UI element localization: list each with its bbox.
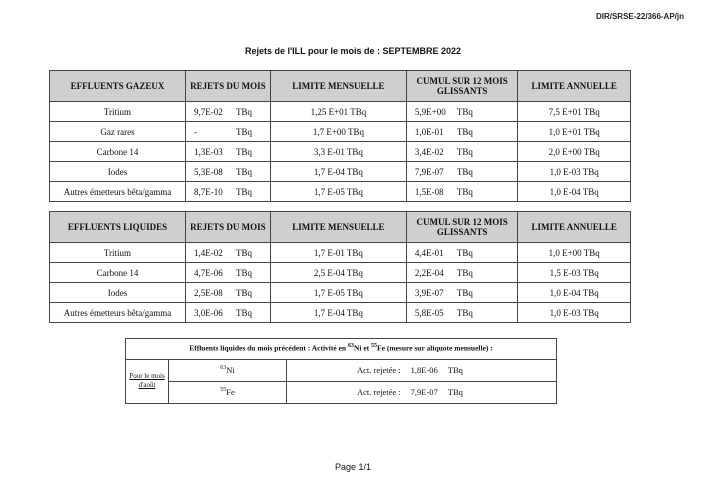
rejet-value: 9,7E-02 TBq [185,102,270,122]
limite-mensuelle-value: 3,3 E-01 TBq [270,142,406,162]
table-row [50,122,631,142]
cumul-value: 1,0E-01 TBq [406,122,518,142]
page-number: Page 1/1 [334,462,372,472]
cumul-value: 1,5E-08 TBq [406,182,518,202]
rejet-value: 5,3E-08 TBq [185,162,270,182]
limite-annuelle-value: 1,0 E+01 TBq [518,122,631,142]
header-rejets: REJETS DU MOIS [185,71,270,102]
cumul-value: 3,4E-02 TBq [406,142,518,162]
effluent-name: Gaz rares [50,122,186,142]
limite-annuelle-value: 1,0 E-03 TBq [518,303,631,323]
limite-mensuelle-value: 1,7 E-01 TBq [270,243,406,263]
effluent-name: Autres émetteurs bêta/gamma [50,303,186,323]
table-row [50,303,631,323]
rejet-value: 3,0E-06 TBq [185,303,270,323]
limite-annuelle-value: 1,0 E+00 TBq [518,243,631,263]
limite-mensuelle-value: 1,7 E-04 TBq [270,162,406,182]
cumul-value: 5,9E+00 TBq [406,102,518,122]
header-liquid-effluents: EFFLUENTS LIQUIDES [50,212,186,243]
table-row [50,102,631,122]
rejet-value: 2,5E-08 TBq [185,283,270,303]
isotope-ni: $^{63}$Ni [169,359,287,381]
isotope-fe: $^{55}$Fe [169,381,287,403]
limite-annuelle-value: 1,0 E-04 TBq [518,283,631,303]
note-table [126,359,556,403]
limite-mensuelle-value: 2,5 E-04 TBq [270,263,406,283]
effluent-name: Carbone 14 [50,263,186,283]
cumul-value: 4,4E-01 TBq [406,243,518,263]
effluent-name: Carbone 14 [50,142,186,162]
page-title: Rejets de l'ILL pour le mois de : SEPTEMBRE 2022 [244,46,462,56]
cumul-value: 5,8E-05 TBq [406,303,518,323]
table-row [50,142,631,162]
limite-annuelle-value: 7,5 E+01 TBq [518,102,631,122]
header-limite-annuelle: LIMITE ANNUELLE [518,71,631,102]
header-cumul: CUMUL SUR 12 MOIS GLISSANTS [406,71,518,102]
limite-annuelle-value: 1,5 E-03 TBq [518,263,631,283]
effluent-name: Iodes [50,162,186,182]
table-row [50,263,631,283]
limite-mensuelle-value: 1,7 E-04 TBq [270,303,406,323]
liquid-effluents-table [49,211,631,323]
header-cumul: CUMUL SUR 12 MOIS GLISSANTS [406,212,518,243]
limite-mensuelle-value: 1,25 E+01 TBq [270,102,406,122]
gas-effluents-table [49,70,631,202]
rejet-value: 1,3E-03 TBq [185,142,270,162]
effluent-name: Tritium [50,102,186,122]
rejet-value: - TBq [185,122,270,142]
header-limite-annuelle: LIMITE ANNUELLE [518,212,631,243]
previous-month-note [125,338,557,404]
cumul-value: 3,9E-07 TBq [406,283,518,303]
activity-fe: Act. rejetée : 7,9E-07 TBq [287,381,557,403]
table-row [50,162,631,182]
activity-ni: Act. rejetée : 1,8E-06 TBq [287,359,557,381]
effluent-name: Tritium [50,243,186,263]
effluent-name: Autres émetteurs bêta/gamma [50,182,186,202]
header-limite-mensuelle: LIMITE MENSUELLE [270,212,406,243]
note-period: Pour le mois d'août [126,359,169,403]
rejet-value: 1,4E-02 TBq [185,243,270,263]
limite-mensuelle-value: 1,7 E-05 TBq [270,182,406,202]
table-row [50,182,631,202]
limite-annuelle-value: 2,0 E+00 TBq [518,142,631,162]
effluent-name: Iodes [50,283,186,303]
rejet-value: 4,7E-06 TBq [185,263,270,283]
limite-mensuelle-value: 1,7 E+00 TBq [270,122,406,142]
rejet-value: 8,7E-10 TBq [185,182,270,202]
header-rejets: REJETS DU MOIS [185,212,270,243]
header-limite-mensuelle: LIMITE MENSUELLE [270,71,406,102]
cumul-value: 2,2E-04 TBq [406,263,518,283]
document-reference: DIR/SRSE-22/366-AP/jn [595,12,684,21]
limite-annuelle-value: 1,0 E-03 TBq [518,162,631,182]
note-title: Effluents liquides du mois précédent : Activité en $^{63}$Ni et $^{55}$Fe (mesure sur aliquote mensuelle) : [189,343,493,353]
table-row [50,283,631,303]
table-row [50,243,631,263]
cumul-value: 7,9E-07 TBq [406,162,518,182]
header-gas-effluents: EFFLUENTS GAZEUX [50,71,186,102]
limite-annuelle-value: 1,0 E-04 TBq [518,182,631,202]
limite-mensuelle-value: 1,7 E-05 TBq [270,283,406,303]
